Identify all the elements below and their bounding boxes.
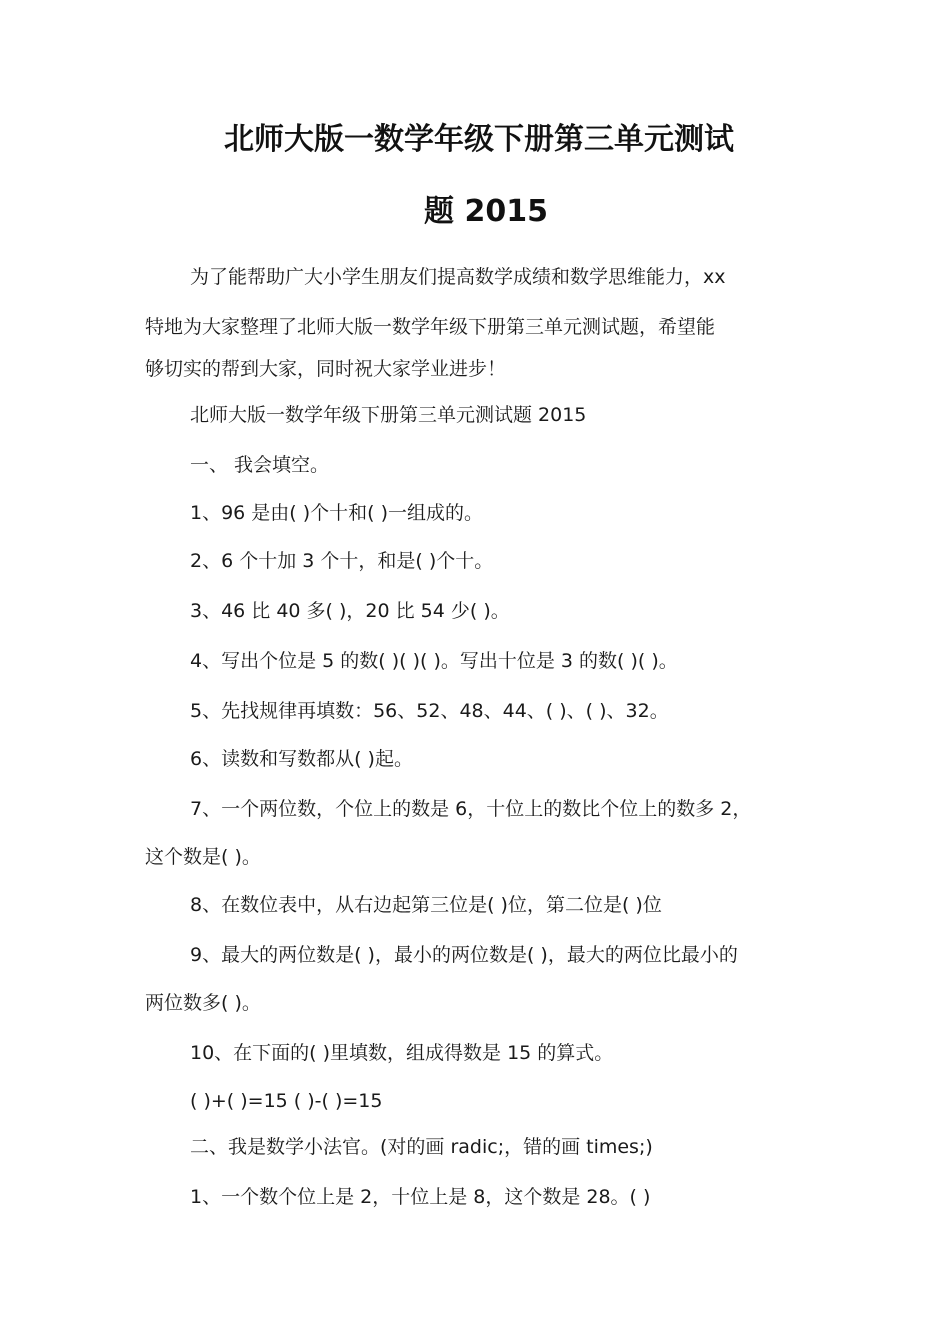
question-7-line-1: 7、一个两位数，个位上的数是 6，十位上的数比个位上的数多 2， <box>190 798 752 820</box>
document-title-line-2: 题 2015 <box>424 194 548 229</box>
document-title-line-1: 北师大版一数学年级下册第三单元测试 <box>224 122 734 157</box>
question-9-line-2: 两位数多( )。 <box>145 992 261 1014</box>
section-2-heading: 二、我是数学小法官。(对的画 radic;，错的画 times;) <box>190 1136 653 1158</box>
question-1: 1、96 是由( )个十和( )一组成的。 <box>190 502 484 524</box>
intro-paragraph-line-1: 为了能帮助广大小学生朋友们提高数学成绩和数学思维能力，xx <box>190 266 726 288</box>
question-7-line-2: 这个数是( )。 <box>145 846 261 868</box>
section-1-heading: 一、 我会填空。 <box>190 454 330 476</box>
question-10-equations: ( )+( )=15 ( )-( )=15 <box>190 1090 383 1112</box>
document-subtitle: 北师大版一数学年级下册第三单元测试题 2015 <box>190 404 587 426</box>
intro-paragraph-line-3: 够切实的帮到大家，同时祝大家学业进步！ <box>145 358 507 380</box>
question-6: 6、读数和写数都从( )起。 <box>190 748 413 770</box>
question-9-line-1: 9、最大的两位数是( )，最小的两位数是( )，最大的两位比最小的 <box>190 944 738 966</box>
question-2: 2、6 个十加 3 个十，和是( )个十。 <box>190 550 494 572</box>
question-5: 5、先找规律再填数：56、52、48、44、( )、( )、32。 <box>190 700 669 722</box>
question-10: 10、在下面的( )里填数，组成得数是 15 的算式。 <box>190 1042 614 1064</box>
question-3: 3、46 比 40 多( )，20 比 54 少( )。 <box>190 600 510 622</box>
question-8: 8、在数位表中，从右边起第三位是( )位，第二位是( )位 <box>190 894 662 916</box>
question-4: 4、写出个位是 5 的数( )( )( )。写出十位是 3 的数( )( )。 <box>190 650 678 672</box>
intro-paragraph-line-2: 特地为大家整理了北师大版一数学年级下册第三单元测试题，希望能 <box>145 316 716 338</box>
judge-question-1: 1、一个数个位上是 2，十位上是 8，这个数是 28。( ) <box>190 1186 651 1208</box>
